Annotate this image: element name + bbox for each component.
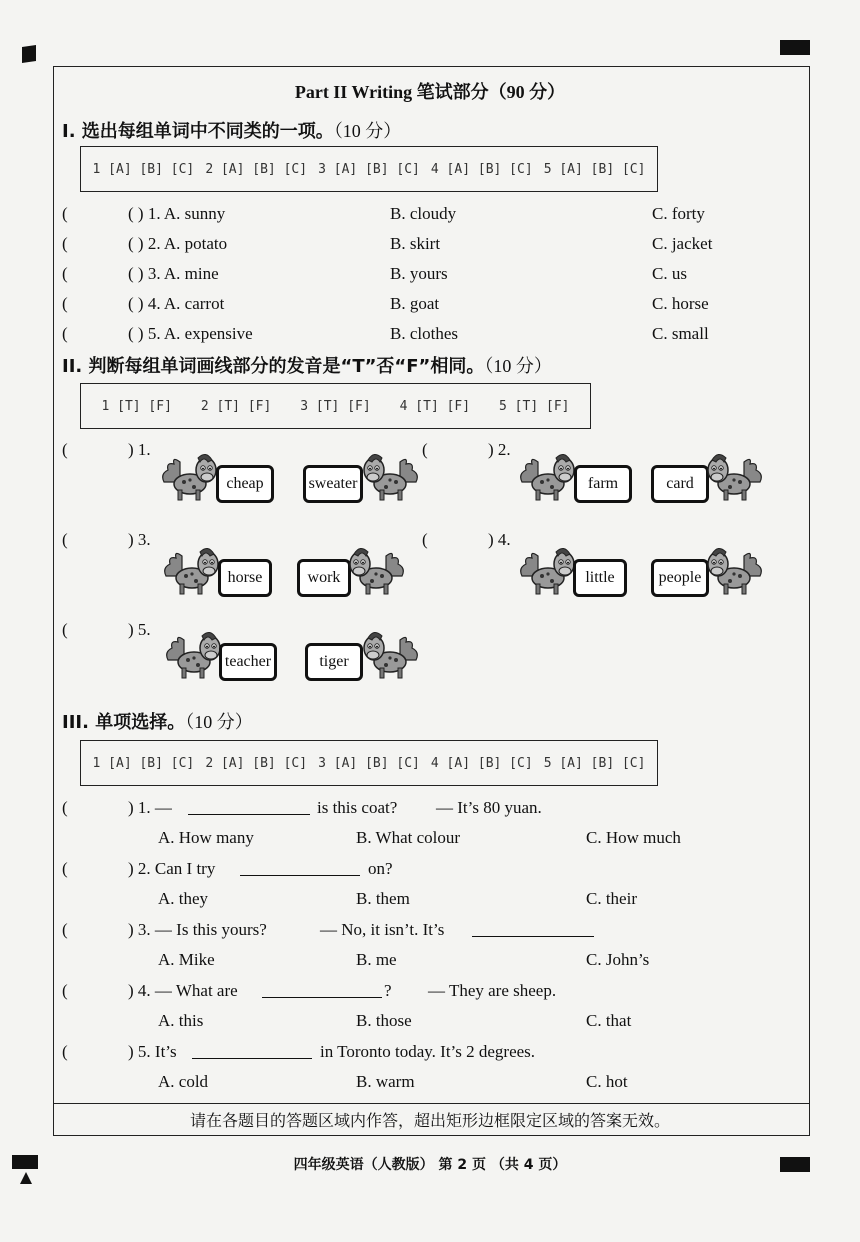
section2-heading-text: II. 判断每组单词画线部分的发音是“T”否“F”相同。 (62, 356, 485, 377)
question-row: ( ) 1. — is this coat? — It’s 80 yuan. (62, 798, 542, 817)
word-card: tiger (305, 643, 363, 681)
word-card: people (651, 559, 709, 597)
answer-option[interactable]: 1 [T] [F] (101, 398, 172, 414)
option-b: B. those (356, 1011, 412, 1030)
question-stem: ( ) 4. A. carrot (128, 294, 225, 313)
pronunciation-item: ( ) 3. (62, 530, 151, 549)
question-stem: ( (62, 204, 68, 223)
pony-icon (360, 630, 420, 680)
answer-option[interactable]: 1 [A] [B] [C] (92, 161, 195, 177)
answer-area-note: 请在各题目的答题区域内作答，超出矩形边框限定区域的答案无效。 (189, 1111, 670, 1130)
answer-option[interactable]: 3 [T] [F] (300, 398, 371, 414)
section2-points: （10 分） (484, 356, 552, 376)
answer-option[interactable]: 2 [A] [B] [C] (205, 755, 308, 771)
question-number: ) 5. (128, 620, 151, 639)
section1-answer-box (80, 146, 658, 192)
question-number: ) 2. (488, 440, 511, 459)
question-stem: ) 3. — Is this yours? (128, 920, 267, 939)
answer-option[interactable]: 4 [A] [B] [C] (430, 755, 533, 771)
option-c: C. forty (652, 204, 705, 223)
question-stem: ( ) 3. A. mine (128, 264, 219, 283)
question-row: ( ( ) 5. A. expensive B. clothes C. small (62, 324, 709, 343)
pony-icon (518, 452, 578, 502)
section1-points: （10 分） (333, 121, 402, 141)
question-number: ) 3. (128, 530, 151, 549)
option-a: A. Mike (158, 950, 215, 969)
answer-option[interactable]: 5 [A] [B] [C] (543, 161, 646, 177)
pony-icon (164, 630, 224, 680)
answer-blank[interactable] (472, 920, 594, 937)
pronunciation-item: ( ) 1. (62, 440, 151, 459)
answer-blank[interactable] (192, 1042, 312, 1059)
section3-answer-box (80, 740, 658, 786)
answer-option[interactable]: 2 [T] [F] (200, 398, 272, 414)
option-c: C. small (652, 324, 709, 343)
answer-option[interactable]: 4 [T] [F] (399, 398, 471, 414)
question-stem: ( ) 2. A. potato (128, 234, 228, 253)
options-row (62, 889, 802, 915)
option-c: C. us (652, 264, 687, 283)
answer-option[interactable]: 5 [T] [F] (499, 398, 570, 414)
pony-icon (346, 546, 406, 596)
question-row: ( ) 3. — Is this yours? — No, it isn’t. It’s (62, 920, 802, 946)
options-row (62, 1072, 802, 1098)
option-c: C. their (586, 889, 637, 908)
pony-icon (704, 452, 764, 502)
option-a: A. this (158, 1011, 204, 1030)
question-stem: ) 1. — (128, 798, 172, 817)
word-card: work (297, 559, 351, 597)
option-c: C. that (586, 1011, 632, 1030)
question-number: ) 4. (488, 530, 511, 549)
answer-blank[interactable] (188, 798, 310, 815)
answer-option[interactable]: 3 [A] [B] [C] (318, 161, 420, 177)
answer-blank[interactable] (262, 981, 382, 998)
section1-heading (62, 117, 401, 143)
option-b: B. them (356, 889, 410, 908)
options-row (62, 950, 802, 976)
question-row (62, 204, 802, 230)
section1-heading-text: I. 选出每组单词中不同类的一项。 (62, 121, 334, 142)
section3-heading (62, 708, 253, 734)
option-b: B. skirt (390, 234, 441, 253)
answer-option[interactable]: 5 [A] [B] [C] (543, 755, 646, 771)
answer-option[interactable]: 4 [A] [B] [C] (430, 161, 533, 177)
option-a: A. How many (158, 828, 254, 847)
answer-blank[interactable] (240, 859, 360, 876)
pronunciation-item: ( ) 5. (62, 620, 151, 639)
option-b: B. warm (356, 1072, 415, 1091)
option-c: C. How much (586, 828, 681, 847)
corner-mark-top-left (22, 45, 36, 63)
question-row: ( ( ) 2. A. potato B. skirt C. jacket (62, 234, 713, 253)
pony-icon (162, 546, 222, 596)
option-c: C. horse (652, 294, 709, 313)
pronunciation-item: ( ) 2. (422, 440, 511, 459)
pony-icon (704, 546, 764, 596)
word-card: little (573, 559, 627, 597)
question-text: — No, it isn’t. It’s (320, 920, 445, 939)
question-text: in Toronto today. It’s 2 degrees. (320, 1042, 536, 1061)
section3-heading-text: III. 单项选择。 (62, 712, 186, 733)
question-text: — They are sheep. (428, 981, 557, 1000)
question-text: on? (368, 859, 393, 878)
question-stem: ( ) 1. A. sunny (128, 204, 226, 223)
answer-option[interactable]: 1 [A] [B] [C] (92, 755, 195, 771)
option-a: A. cold (158, 1072, 209, 1091)
option-c: C. John’s (586, 950, 650, 969)
page-title: Part II Writing 笔试部分（90 分） (294, 82, 566, 102)
question-row: ( ( ) 4. A. carrot B. goat C. horse (62, 294, 709, 313)
pronunciation-item: ( ) 4. (422, 530, 511, 549)
pony-icon (360, 452, 420, 502)
question-number: ) 1. (128, 440, 151, 459)
option-b: B. goat (390, 294, 440, 313)
word-card: cheap (216, 465, 274, 503)
question-stem: ) 4. — What are (128, 981, 238, 1000)
question-row: ( ) 4. — What are ? — They are sheep. (62, 981, 557, 1000)
question-stem: ) 5. It’s (128, 1042, 177, 1061)
option-c: C. hot (586, 1072, 628, 1091)
question-text: is this coat? (317, 798, 398, 817)
answer-option[interactable]: 3 [A] [B] [C] (318, 755, 420, 771)
section2-answer-box (80, 383, 591, 429)
option-b: B. What colour (356, 828, 461, 847)
options-row (62, 1011, 802, 1037)
word-card: sweater (303, 465, 363, 503)
page-number: 四年级英语（人教版） 第 2 页 （共 4 页） (293, 1157, 567, 1173)
frame-divider (53, 1103, 810, 1104)
option-b: B. cloudy (390, 204, 457, 223)
word-card: card (651, 465, 709, 503)
option-a: A. they (158, 889, 209, 908)
option-b: B. clothes (390, 324, 458, 343)
options-row (62, 828, 802, 854)
question-row: ( ( ) 3. A. mine B. yours C. us (62, 264, 687, 283)
word-card: farm (574, 465, 632, 503)
section2-heading (62, 352, 552, 378)
word-card: horse (218, 559, 272, 597)
question-stem: ) 2. Can I try (128, 859, 216, 878)
question-text: — It’s 80 yuan. (436, 798, 542, 817)
pony-icon (160, 452, 220, 502)
option-b: B. me (356, 950, 397, 969)
corner-mark-top-right (780, 40, 810, 55)
question-row: ( ) 2. Can I try on? (62, 859, 393, 878)
section3-points: （10 分） (185, 712, 253, 732)
question-stem: ( ) 5. A. expensive (128, 324, 253, 343)
pony-icon (518, 546, 578, 596)
question-text: ? (384, 981, 392, 1000)
word-card: teacher (219, 643, 277, 681)
question-row: ( ) 5. It’s in Toronto today. It’s 2 degrees. (62, 1042, 536, 1061)
answer-option[interactable]: 2 [A] [B] [C] (205, 161, 308, 177)
option-b: B. yours (390, 264, 448, 283)
option-c: C. jacket (652, 234, 713, 253)
